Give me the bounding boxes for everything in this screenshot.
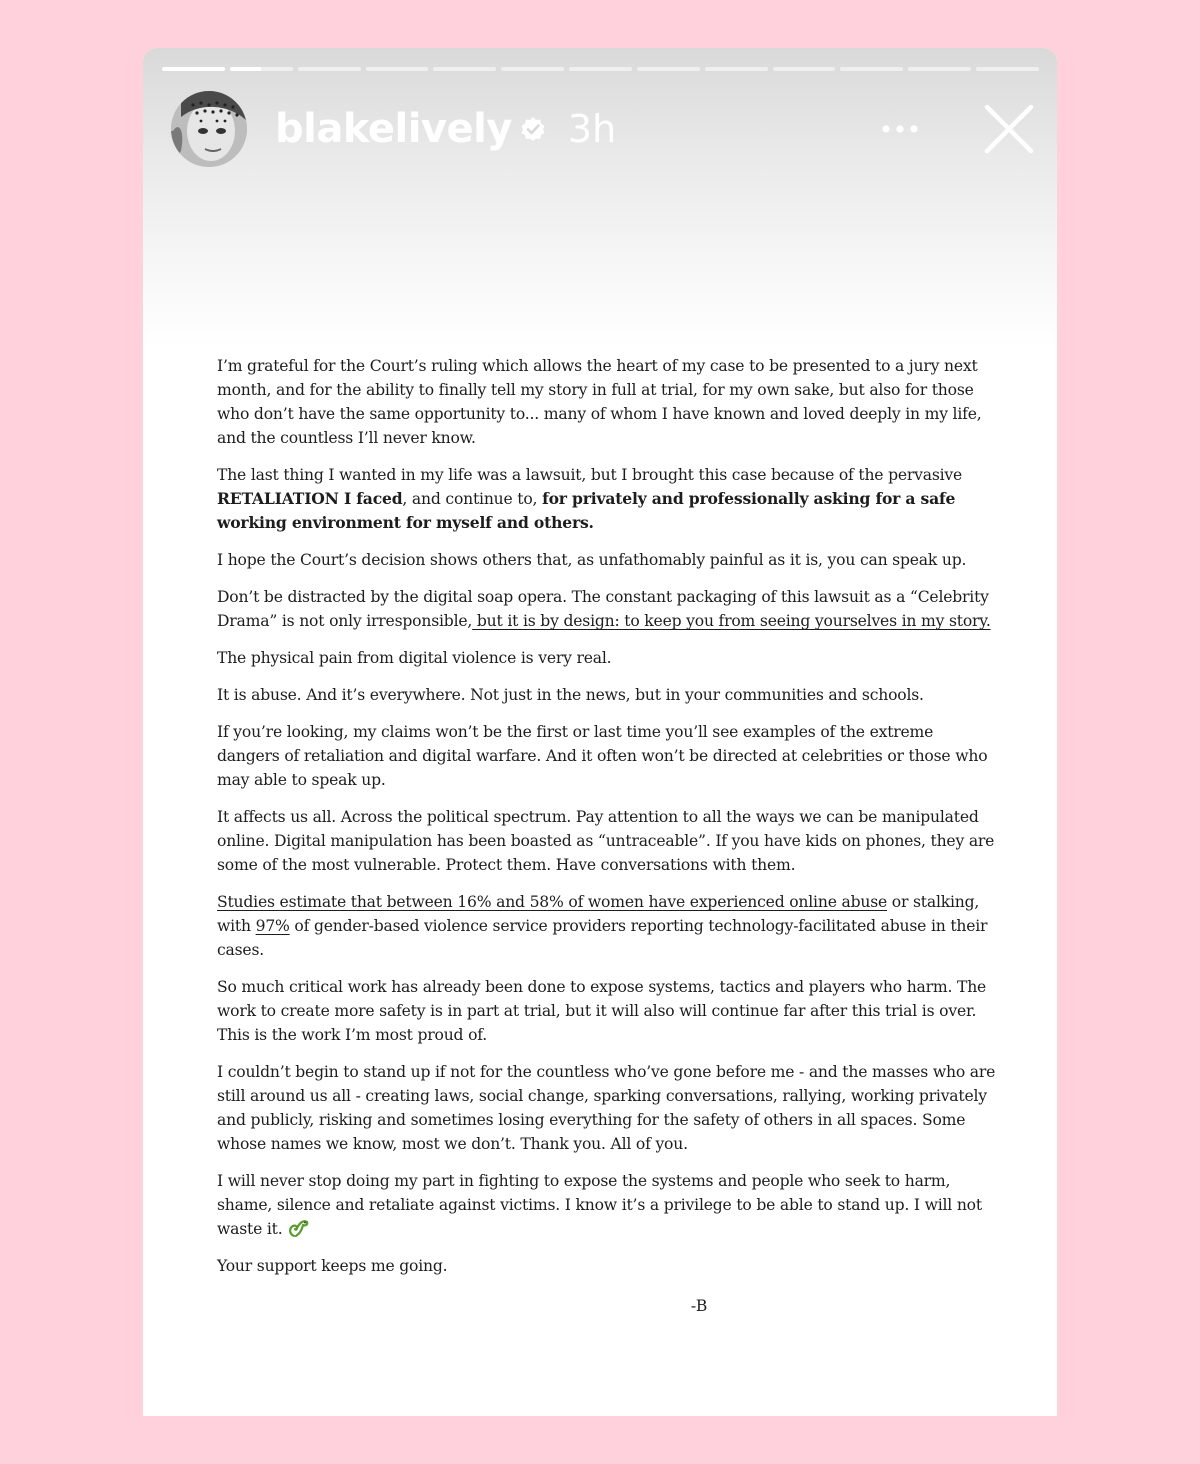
progress-segment	[501, 67, 564, 71]
emphasis-safe-environment: for privately and professionally asking for a safe working environment for myself and others.	[217, 489, 956, 532]
statement-document	[217, 354, 997, 1318]
story-viewer[interactable]	[143, 48, 1057, 1416]
progress-segment	[976, 67, 1039, 71]
signature: -B	[690, 1297, 708, 1315]
progress-segment	[840, 67, 903, 71]
paragraph-text: I will never stop doing my part in fighting to expose the systems and people who seek to harm, shame, silence and retaliate against victims. I know it’s a privilege to be able to stand up. I will not waste it.	[217, 1172, 982, 1238]
progress-segment	[298, 67, 361, 71]
paragraph-text: The last thing I wanted in my life was a lawsuit, but I brought this case because of the pervasive	[217, 466, 963, 484]
story-header	[171, 91, 1037, 167]
more-options-icon	[880, 113, 920, 145]
paragraph-text: Don’t be distracted by the digital soap opera. The constant packaging of this lawsuit as a “Celebrity Drama” is not only irresponsible,	[217, 588, 989, 630]
statement-paragraph-3: I hope the Court’s decision shows others that, as unfathomably painful as it is, you can speak up.	[217, 551, 967, 569]
verified-badge-icon	[520, 116, 546, 142]
statement-paragraph-12	[217, 1169, 997, 1241]
progress-segment	[705, 67, 768, 71]
link-by-design[interactable]: but it is by design: to keep you from seeing yourselves in my story.	[472, 612, 991, 630]
avatar[interactable]	[171, 91, 247, 167]
link-97-percent[interactable]: 97%	[255, 917, 290, 935]
statement-paragraph-13: Your support keeps me going.	[217, 1257, 448, 1275]
statement-paragraph-10: So much critical work has already been done to expose systems, tactics and players who harm. The work to create more safety is in part at trial, but it will also will continue far after this trial is over. This is the work I’m most proud of.	[217, 978, 987, 1044]
progress-segment	[908, 67, 971, 71]
progress-segment	[366, 67, 429, 71]
close-button[interactable]	[983, 103, 1035, 155]
progress-segment	[637, 67, 700, 71]
progress-segment	[569, 67, 632, 71]
close-icon	[983, 103, 1035, 155]
more-options-button[interactable]	[880, 113, 920, 145]
post-timestamp: 3h	[567, 107, 617, 151]
story-progress-bar	[162, 67, 1039, 71]
progress-segment	[230, 67, 293, 71]
progress-segment-fill	[162, 67, 225, 71]
paragraph-text: of gender-based violence service providers reporting technology-facilitated abuse in their cases.	[217, 917, 988, 959]
emphasis-retaliation: RETALIATION I faced	[217, 489, 403, 508]
statement-paragraph-6: It is abuse. And it’s everywhere. Not just in the news, but in your communities and schools.	[217, 686, 924, 704]
statement-paragraph-1: I’m grateful for the Court’s ruling which allows the heart of my case to be presented to a jury next month, and for the ability to finally tell my story in full at trial, for my own sake, but also for those who don’t have the same opportunity to... many of whom I have known and loved deeply in my life, and the countless I’ll never know.	[217, 357, 982, 447]
link-studies-estimate[interactable]: Studies estimate that between 16% and 58% of women have experienced online abuse	[217, 893, 888, 911]
statement-paragraph-11: I couldn’t begin to stand up if not for the countless who’ve gone before me - and the masses who are still around us all - creating laws, social change, sparking conversations, rallying, working privately and publicly, risking and sometimes losing everything for the safety of others in all spaces. Some whose names we know, most we don’t. Thank you. All of you.	[217, 1063, 996, 1153]
statement-paragraph-4	[217, 585, 997, 633]
statement-paragraph-5: The physical pain from digital violence is very real.	[217, 649, 612, 667]
avatar-image	[171, 91, 247, 167]
statement-paragraph-8: It affects us all. Across the political spectrum. Pay attention to all the ways we can be manipulated online. Digital manipulation has been boasted as “untraceable”. If you have kids on phones, they are some of the most vulnerable. Protect them. Have conversations with them.	[217, 808, 995, 874]
username[interactable]: blakelively	[275, 106, 512, 152]
progress-segment	[162, 67, 225, 71]
progress-segment	[773, 67, 836, 71]
paragraph-text: , and continue to,	[402, 490, 543, 508]
statement-paragraph-2	[217, 463, 997, 535]
seahorse-emoji-icon	[287, 1218, 309, 1238]
progress-segment-fill	[230, 67, 261, 71]
paragraph-text: or stalking, with	[217, 893, 980, 935]
progress-segment	[433, 67, 496, 71]
statement-paragraph-7: If you’re looking, my claims won’t be the first or last time you’ll see examples of the extreme dangers of retaliation and digital warfare. And it often won’t be directed at celebrities or those who may able to speak up.	[217, 723, 988, 789]
statement-paragraph-9	[217, 890, 997, 962]
